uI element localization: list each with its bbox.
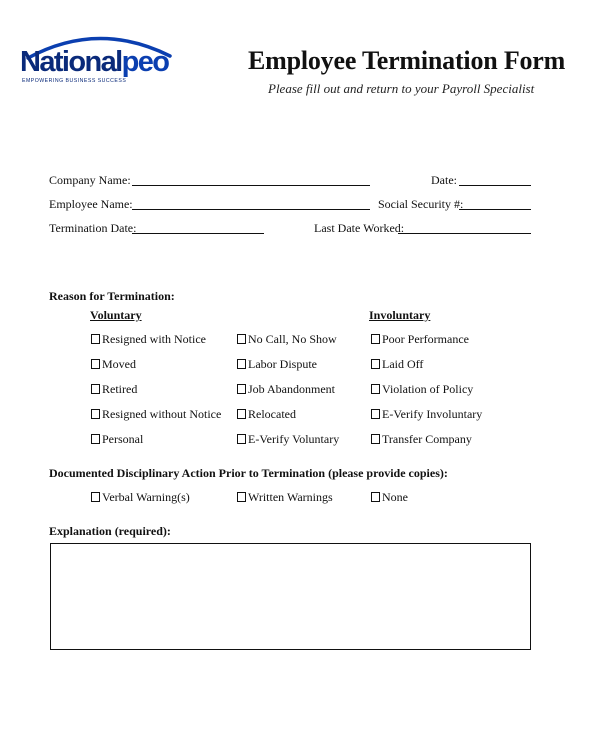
option-job-abandonment[interactable]: Job Abandonment bbox=[237, 381, 335, 397]
checkbox[interactable] bbox=[91, 492, 100, 502]
option-transfer-company[interactable]: Transfer Company bbox=[371, 431, 472, 447]
checkbox[interactable] bbox=[237, 434, 246, 444]
option-none[interactable]: None bbox=[371, 489, 408, 505]
checkbox[interactable] bbox=[91, 409, 100, 419]
termination-date-label: Termination Date: bbox=[49, 221, 137, 235]
checkbox[interactable] bbox=[371, 359, 380, 369]
option-moved[interactable]: Moved bbox=[91, 356, 136, 372]
option-no-call-no-show[interactable]: No Call, No Show bbox=[237, 331, 337, 347]
form-title: Employee Termination Form bbox=[248, 46, 566, 75]
employee-name-field[interactable] bbox=[132, 209, 370, 210]
option-written-warnings[interactable]: Written Warnings bbox=[237, 489, 333, 505]
checkbox[interactable] bbox=[91, 384, 100, 394]
company-name-field[interactable] bbox=[132, 185, 370, 186]
disciplinary-heading: Documented Disciplinary Action Prior to Termination (please provide copies): bbox=[49, 466, 448, 480]
option-poor-performance[interactable]: Poor Performance bbox=[371, 331, 469, 347]
checkbox[interactable] bbox=[237, 409, 246, 419]
checkbox[interactable] bbox=[371, 409, 380, 419]
checkbox[interactable] bbox=[237, 334, 246, 344]
option-e-verify-voluntary[interactable]: E-Verify Voluntary bbox=[237, 431, 339, 447]
checkbox[interactable] bbox=[91, 434, 100, 444]
company-logo bbox=[18, 26, 178, 84]
involuntary-heading: Involuntary bbox=[369, 308, 431, 322]
option-relocated[interactable]: Relocated bbox=[237, 406, 296, 422]
form-subtitle: Please fill out and return to your Payroll Specialist bbox=[268, 81, 535, 96]
social-security-label: Social Security #: bbox=[378, 197, 464, 211]
checkbox[interactable] bbox=[237, 384, 246, 394]
option-laid-off[interactable]: Laid Off bbox=[371, 356, 423, 372]
last-date-worked-label: Last Date Worked: bbox=[314, 221, 405, 235]
option-violation-of-policy[interactable]: Violation of Policy bbox=[371, 381, 473, 397]
checkbox[interactable] bbox=[91, 334, 100, 344]
option-e-verify-involuntary[interactable]: E-Verify Involuntary bbox=[371, 406, 482, 422]
explanation-textarea[interactable] bbox=[50, 543, 531, 650]
option-resigned-without-notice[interactable]: Resigned without Notice bbox=[91, 406, 221, 422]
voluntary-heading: Voluntary bbox=[90, 308, 142, 322]
checkbox[interactable] bbox=[237, 492, 246, 502]
checkbox[interactable] bbox=[371, 334, 380, 344]
option-resigned-with-notice[interactable]: Resigned with Notice bbox=[91, 331, 206, 347]
checkbox[interactable] bbox=[371, 384, 380, 394]
company-name-label: Company Name: bbox=[49, 173, 131, 187]
checkbox[interactable] bbox=[237, 359, 246, 369]
checkbox[interactable] bbox=[371, 492, 380, 502]
date-field[interactable] bbox=[459, 185, 531, 186]
explanation-heading: Explanation (required): bbox=[49, 524, 171, 538]
employee-name-label: Employee Name: bbox=[49, 197, 133, 211]
checkbox[interactable] bbox=[371, 434, 380, 444]
last-date-worked-field[interactable] bbox=[398, 233, 531, 234]
date-label: Date: bbox=[431, 173, 457, 187]
reason-heading: Reason for Termination: bbox=[49, 289, 175, 303]
option-retired[interactable]: Retired bbox=[91, 381, 137, 397]
social-security-field[interactable] bbox=[459, 209, 531, 210]
option-verbal-warnings[interactable]: Verbal Warning(s) bbox=[91, 489, 190, 505]
option-labor-dispute[interactable]: Labor Dispute bbox=[237, 356, 317, 372]
logo-tagline: EMPOWERING BUSINESS SUCCESS bbox=[22, 78, 127, 84]
checkbox[interactable] bbox=[91, 359, 100, 369]
termination-date-field[interactable] bbox=[132, 233, 264, 234]
option-personal[interactable]: Personal bbox=[91, 431, 143, 447]
logo-wordmark: Nationalpeo bbox=[20, 46, 169, 78]
